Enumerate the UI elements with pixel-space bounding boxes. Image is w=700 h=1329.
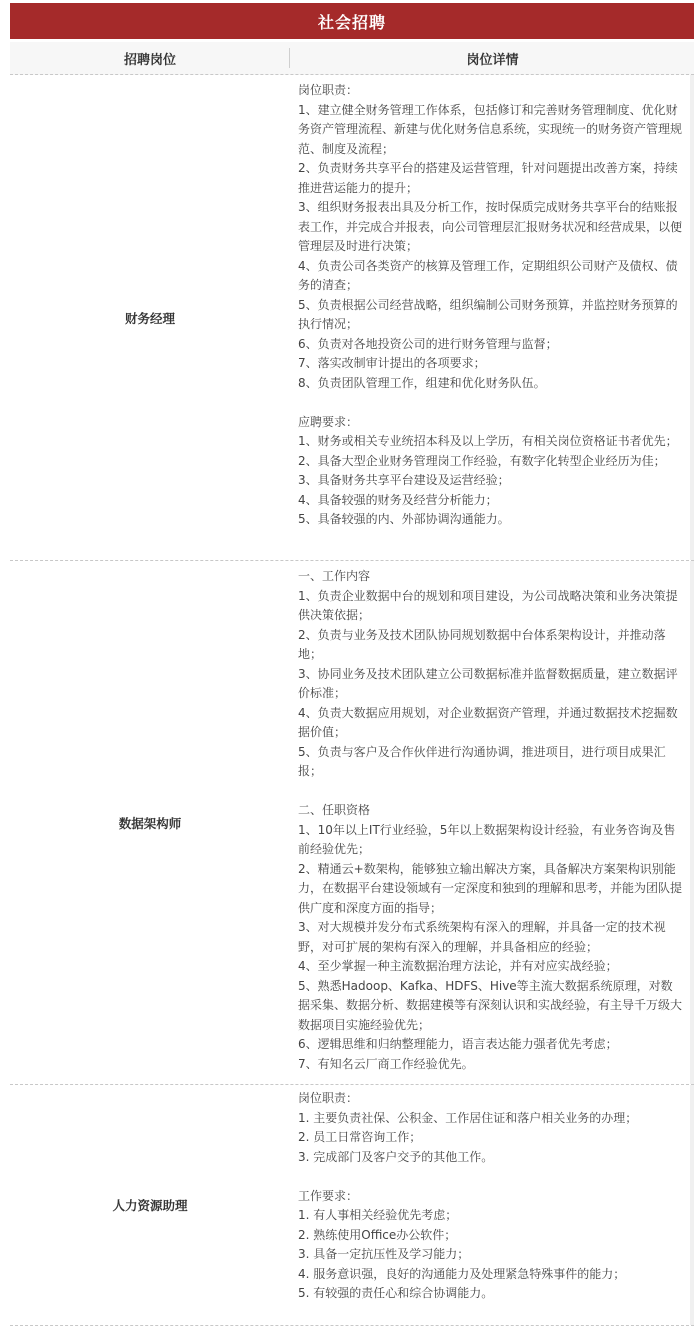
header-divider (289, 48, 290, 68)
job-details (298, 81, 684, 530)
detail-line: 3. 完成部门及客户交予的其他工作。 (298, 1149, 494, 1164)
detail-line: 1、10年以上IT行业经验，5年以上数据架构设计经验，有业务咨询及售前经验优先； (298, 822, 676, 856)
detail-line: 2. 员工日常咨询工作； (298, 1130, 422, 1144)
job-position: 数据架构师 (118, 815, 182, 831)
detail-line: 8、负责团队管理工作，组建和优化财务队伍。 (298, 375, 546, 390)
detail-line: 1、财务或相关专业统招本科及以上学历，有相关岗位资格证书者优先； (298, 434, 678, 448)
job-position: 财务经理 (124, 310, 175, 326)
detail-line: 岗位职责： (298, 1091, 359, 1105)
detail-line: 2、负责财务共享平台的搭建及运营管理，针对问题提出改善方案，持续推进营运能力的提升； (298, 161, 678, 195)
job-position: 人力资源助理 (112, 1198, 188, 1213)
detail-line: 3、组织财务报表出具及分析工作，按时保质完成财务共享平台的结账报表工作，并完成合并报表，向公司管理层汇报财务状况和经营成果，以便管理层及时进行决策； (298, 200, 683, 253)
detail-line: 7、有知名云厂商工作经验优先。 (298, 1056, 474, 1071)
detail-line: 4. 服务意识强，良好的沟通能力及处理紧急特殊事件的能力； (298, 1266, 626, 1281)
detail-line: 4、负责大数据应用规划，对企业数据资产管理，并通过数据技术挖掘数据价值； (298, 705, 678, 739)
job-row-finance-manager (10, 75, 694, 561)
detail-line: 1、负责企业数据中台的规划和项目建设，为公司战略决策和业务决策提供决策依据； (298, 588, 678, 622)
job-row-hr-assistant (10, 1085, 694, 1326)
detail-line: 3、对大规模并发分布式系统架构有深入的理解，并具备一定的技术视野，对可扩展的架构有深入的理解，并具备相应的经验； (298, 920, 666, 954)
detail-line: 4、至少掌握一种主流数据治理方法论，并有对应实战经验； (298, 959, 618, 973)
detail-line: 5. 有较强的责任心和综合协调能力。 (298, 1286, 494, 1300)
header-details: 岗位详情 (466, 52, 519, 68)
detail-line: 5、具备较强的内、外部协调沟通能力。 (298, 512, 510, 526)
detail-line (298, 393, 684, 413)
detail-line: 2. 熟练使用Office办公软件； (298, 1227, 457, 1242)
page-title: 社会招聘 (10, 3, 694, 39)
detail-line (298, 782, 684, 802)
detail-line (298, 1167, 684, 1187)
job-row-data-architect (10, 561, 694, 1085)
detail-line: 应聘要求： (298, 414, 359, 429)
detail-line: 1. 主要负责社保、公积金、工作居住证和落户相关业务的办理； (298, 1110, 638, 1125)
scrollbar-track[interactable] (690, 75, 694, 560)
detail-line: 6、逻辑思维和归纳整理能力，语言表达能力强者优先考虑； (298, 1037, 618, 1051)
detail-line: 3、具备财务共享平台建设及运营经验； (298, 473, 510, 487)
detail-line: 2、精通云+数架构，能够独立输出解决方案，具备解决方案架构识别能力，在数据平台建设领域有一定深度和独到的理解和思考，并能为团队提供广度和深度方面的指导； (298, 861, 683, 915)
detail-line: 2、具备大型企业财务管理岗工作经验，有数字化转型企业经历为佳； (298, 453, 666, 468)
detail-line: 一、工作内容 (298, 569, 371, 583)
detail-line: 工作要求： (298, 1188, 359, 1203)
table-header (10, 42, 694, 75)
detail-line: 二、任职资格 (298, 803, 371, 817)
detail-line: 1、建立健全财务管理工作体系，包括修订和完善财务管理制度、优化财务资产管理流程、新建与优化财务信息系统，实现统一的财务资产管理规范、制度及流程； (298, 102, 683, 156)
detail-line: 1. 有人事相关经验优先考虑； (298, 1208, 458, 1222)
job-details (298, 1089, 684, 1304)
detail-line: 2、负责与业务及技术团队协同规划数据中台体系架构设计，并推动落地； (298, 627, 666, 661)
detail-line: 3、协同业务及技术团队建立公司数据标准并监督数据质量，建立数据评价标准； (298, 666, 678, 700)
detail-line: 3. 具备一定抗压性及学习能力； (298, 1247, 470, 1261)
detail-line: 5、熟悉Hadoop、Kafka、HDFS、Hive等主流大数据系统原理，对数据采集、数据分析、数据建模等有深刻认识和实战经验，有主导千万级大数据项目实施经验优先； (298, 978, 683, 1032)
detail-line: 岗位职责： (298, 83, 359, 97)
detail-line: 6、负责对各地投资公司的进行财务管理与监督； (298, 336, 558, 351)
detail-line: 5、负责根据公司经营战略，组织编制公司财务预算，并监控财务预算的执行情况； (298, 297, 678, 331)
detail-line: 5、负责与客户及合作伙伴进行沟通协调，推进项目，进行项目成果汇报； (298, 744, 666, 778)
job-details (298, 567, 684, 1074)
detail-line: 7、落实改制审计提出的各项要求； (298, 356, 486, 370)
scrollbar-track[interactable] (690, 1085, 694, 1325)
header-position: 招聘岗位 (123, 52, 176, 68)
detail-line: 4、具备较强的财务及经营分析能力； (298, 492, 498, 507)
scrollbar-track[interactable] (690, 561, 694, 1084)
detail-line: 4、负责公司各类资产的核算及管理工作，定期组织公司财产及债权、债务的清查； (298, 258, 678, 292)
